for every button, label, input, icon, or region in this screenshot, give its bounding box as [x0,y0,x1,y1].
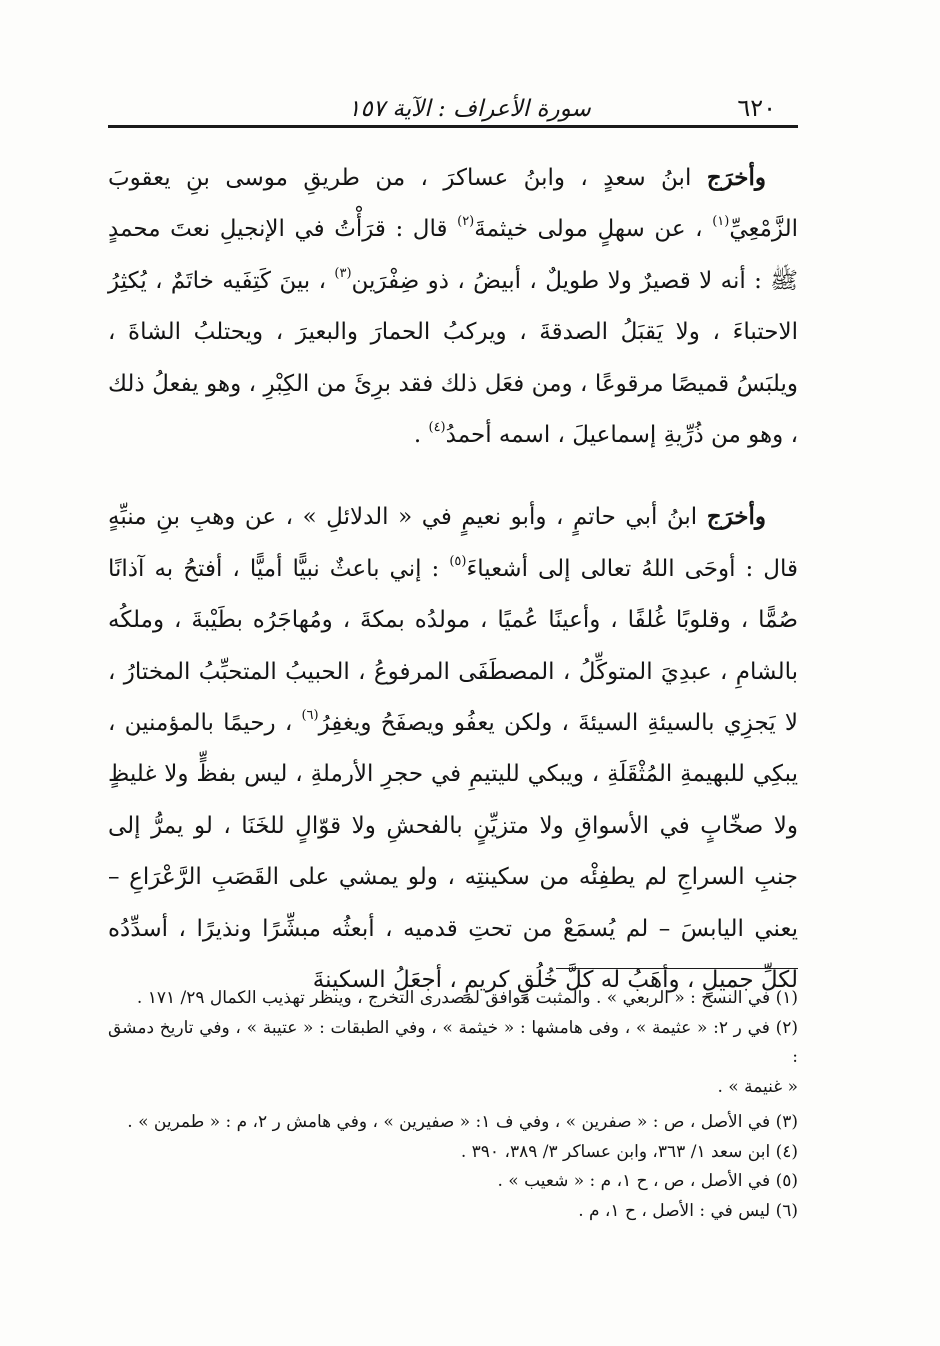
paragraph-end: . [413,422,422,449]
footnote-6: (٦) ليس في : الأصل ، ح ١، م . [578,1200,798,1221]
footnote-ref-3: (٣) [334,265,352,281]
paragraph-text: ، عن سهلٍ مولى خيثمةَ [474,216,703,243]
paragraph-text: ، بينَ كَتِفَيه خاتَمٌ ، يُكثِرُ الاحتباءَ ، ولا يَقبَلُ الصدقةَ ، ويركبُ الحمارَ والبعيرَ ، ويحتلبُ الشاةَ ، ويلبَسُ قميصًا مرقوعًا ، ومن فعَل ذلك فقد برِئَ من الكِبْرِ ، وهو يفعلُ ذلك ، وهو من ذُرِّيةِ إسماعيلَ ، اسمه أحمدُ [108,267,798,449]
header-rule [108,125,798,128]
paragraph-lead-word: وأخرَج [706,503,766,531]
footnote-1: (١) في النسخ : « الربعي » . والمثبت موافق لمصدرى التخرج ، وينظر تهذيب الكمال ٢٩/ ١٧١ . [136,988,798,1008]
footnote-2-continuation: « غنيمة » . [717,1076,798,1097]
footnotes [108,984,798,1226]
surah-title: سورة الأعراف : الآية ١٥٧ [348,96,591,122]
footnote-4: (٤) ابن سعد ١/ ٣٦٣، وابن عساكر ٣/ ٣٨٩، ٣٩٠ . [460,1141,798,1162]
footnote-ref-5: (٥) [449,553,467,569]
footnote-rule [556,968,798,969]
paragraph-2 [108,491,798,1006]
main-text [108,152,798,1007]
footnote-2: (٢) في ر ٢: « عثيمة » ، وفى هامشها : « خيثمة » ، وفي الطبقات : « عتيبة » ، وفي تاريخ دمشق : [108,1017,798,1067]
footnote-ref-4: (٤) [428,420,446,436]
footnote-ref-6: (٦) [301,708,319,724]
paragraph-text: قال : قرَأْتُ في الإنجيلِ نعتَ محمدٍ ﷺ : أنه لا قصيرٌ ولا طويلٌ ، أبيضُ ، ذو ضِفْرَين [108,216,798,294]
paragraph-lead-word: وأخرَج [706,164,767,191]
footnote-ref-2: (٢) [457,214,475,230]
paragraph-1 [108,152,798,461]
paragraph-text: ، رحيمًا بالمؤمنين ، يبكِي للبهيمةِ المُثْقَلَةِ ، ويبكي لليتيمِ في حجرِ الأرملةِ ، ليس بفظٍّ ولا غليظٍ ولا صخّابٍ في الأسواقِ ولا متزيِّنٍ بالفحشِ ولا قوّالٍ للخَنَا ، لو يمرُّ إلى جنبِ السراجِ لم يطفِئْه من سكينتِه ، ولو يمشي على القَصَبِ الرَّعْرَاعِ – يعني اليابسَ – لم يُسمَعْ من تحتِ قدميه ، أبعثُه مبشِّرًا ونذيرًا ، أسدِّدُه لكلِّ جميلٍ ، وأهَبُ له كلَّ خُلُقٍ كريمٍ ، أجعَلُ السكينةَ [108,710,798,994]
paragraph-text: ابنُ أبي حاتمٍ ، وأبو نعيمٍ في « الدلائلِ » ، عن وهبِ بنِ منبِّهٍ قال : أوحَى اللهُ تعالى إلى أشعياءَ [108,504,799,582]
page-number: ٦٢٠ [737,94,776,122]
footnote-3: (٣) في الأصل ، ص : « صفرين » ، وفي ف ١: « صفيرين » ، وفي هامش ر ٢، م : « طمرين » . [127,1112,798,1132]
footnote-5: (٥) في الأصل ، ص ، ح ١، م : « شعيب » . [497,1171,798,1191]
running-header [108,78,798,122]
paragraph-text: ابنُ سعدٍ ، وابنُ عساكرَ ، من طريقِ موسى بنِ يعقوبَ الزَّمْعِيِّ [108,165,799,243]
footnote-ref-1: (١) [712,214,730,230]
paragraph-text: : إني باعثٌ نبيًّا أميًّا ، أفتحُ به آذانًا صُمًّا ، وقلوبًا غُلفًا ، وأعينًا عُميًا ، مولدُه بمكةَ ، ومُهاجَرُه بطَيْبةَ ، وملكُه بالشامِ ، عبدِيَ المتوكِّلُ ، المصطَفَى المرفوعُ ، الحبيبُ المتحبِّبُ المختارُ ، لا يَجزِي بالسيئةِ السيئةَ ، ولكن يعفُو ويصفَحُ ويغفِرُ [108,555,798,737]
